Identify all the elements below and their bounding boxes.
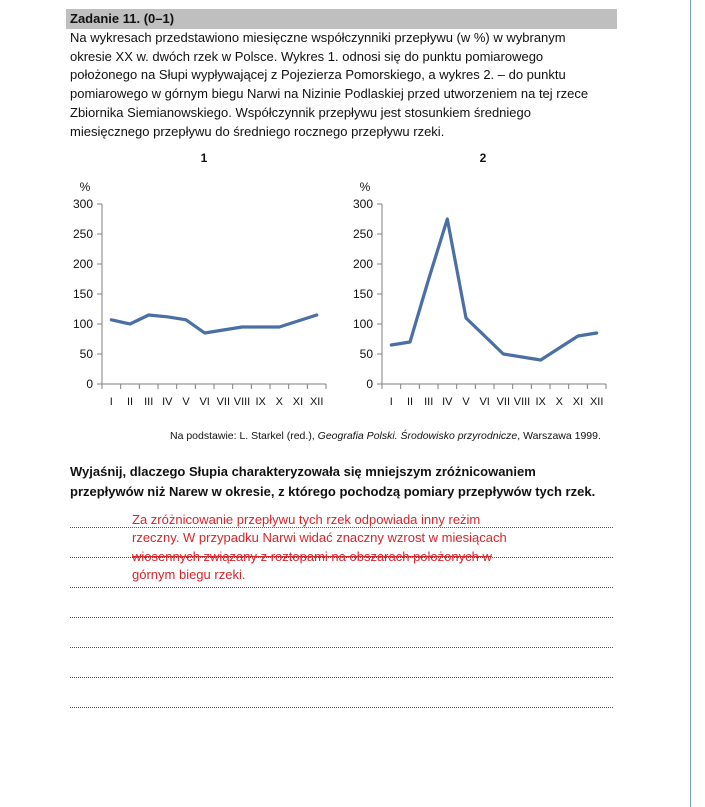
- question-line: Wyjaśnij, dlaczego Słupia charakteryzowała się mniejszym zróżnicowaniem: [70, 464, 536, 479]
- y-tick-label: 300: [352, 197, 373, 211]
- intro-line: miesięcznego przepływu do średniego rocznego przepływu rzeki.: [70, 123, 445, 139]
- y-tick-label: 200: [352, 257, 373, 271]
- x-tick-label: III: [424, 396, 434, 408]
- x-tick-label: X: [275, 396, 284, 408]
- x-tick-label: XII: [589, 396, 604, 408]
- y-tick-label: 0: [366, 377, 373, 391]
- question-line: przepływów niż Narew w okresie, z którego pochodzą pomiary przepływów tych rzek.: [70, 484, 596, 499]
- y-tick-label: 100: [352, 317, 373, 331]
- y-tick-label: 150: [352, 287, 373, 301]
- x-tick-label: IV: [162, 396, 173, 408]
- y-tick-label: 300: [72, 197, 93, 211]
- y-tick-label: 150: [72, 287, 93, 301]
- chart-2-title: 2: [479, 151, 487, 165]
- y-tick-label: 250: [72, 227, 93, 241]
- answer-dotted-line: [70, 677, 613, 678]
- y-tick-label: 0: [86, 377, 93, 391]
- chart-1-title: 1: [200, 151, 208, 165]
- x-tick-label: XII: [309, 396, 324, 408]
- x-tick-label: III: [144, 396, 154, 408]
- y-tick-label: 200: [72, 257, 93, 271]
- answer-line: rzeczny. W przypadku Narwi widać znaczny wzrost w miesiącach: [132, 530, 507, 546]
- x-tick-label: VIII: [233, 396, 251, 408]
- y-tick-label: 50: [79, 347, 93, 361]
- x-tick-label: V: [462, 396, 470, 408]
- source-title: Geografia Polski. Środowisko przyrodnicze: [317, 430, 518, 442]
- answer-line: wiosennych związany z roztopami na obszarach położonych w: [132, 548, 492, 564]
- x-tick-label: II: [406, 396, 414, 408]
- x-tick-label: VIII: [513, 396, 531, 408]
- y-tick-label: 250: [352, 227, 373, 241]
- x-tick-label: IV: [442, 396, 453, 408]
- source-suffix: , Warszawa 1999.: [517, 430, 601, 442]
- chart-1-series-line: [111, 315, 316, 333]
- x-tick-label: XI: [572, 396, 584, 408]
- source-prefix: Na podstawie: L. Starkel (red.),: [170, 430, 318, 442]
- intro-line: okresie XX w. dwóch rzek w Polsce. Wykres 1. odnosi się do punktu pomiarowego: [70, 48, 544, 64]
- x-tick-label: IX: [535, 396, 546, 408]
- x-tick-label: X: [555, 396, 564, 408]
- answer-dotted-line: [70, 707, 613, 708]
- intro-line: pomiarowego w górnym biegu Narwi na Nizinie Podlaskiej przed utworzeniem na tej rzece: [70, 86, 589, 102]
- answer-line: górnym biegu rzeki.: [132, 567, 246, 583]
- answer-dotted-line: [70, 647, 613, 648]
- handwritten-answer: [132, 511, 507, 585]
- x-tick-label: VII: [496, 396, 511, 408]
- x-tick-label: I: [109, 396, 113, 408]
- chart-1-ylabel: %: [79, 180, 91, 194]
- answer-line: Za zróżnicowanie przepływu tych rzek odpowiada inny reżim: [132, 512, 481, 527]
- answer-dotted-line: [70, 617, 613, 618]
- x-tick-label: VII: [216, 396, 231, 408]
- chart-2-series-line: [391, 219, 596, 360]
- x-tick-label: I: [389, 396, 393, 408]
- x-tick-label: VI: [199, 396, 210, 408]
- x-tick-label: IX: [255, 396, 266, 408]
- x-tick-label: XI: [292, 396, 304, 408]
- answer-dotted-line: [70, 587, 613, 588]
- intro-line: położonego na Słupi wypływającej z Pojezierza Pomorskiego, a wykres 2. – do punktu: [70, 67, 566, 83]
- chart-2-ylabel: %: [359, 180, 371, 194]
- y-tick-label: 100: [72, 317, 93, 331]
- x-tick-label: VI: [479, 396, 490, 408]
- intro-line: Na wykresach przedstawiono miesięczne współczynniki przepływu (w %) w wybranym: [70, 30, 566, 45]
- x-tick-label: II: [126, 396, 134, 408]
- x-tick-label: V: [182, 396, 190, 408]
- question: [70, 462, 595, 502]
- task-title: Zadanie 11. (0–1): [70, 11, 175, 26]
- y-tick-label: 50: [359, 347, 373, 361]
- source-citation: [170, 430, 601, 442]
- intro-line: Zbiornika Siemianowskiego. Współczynnik przepływu jest stosunkiem średniego: [70, 104, 531, 120]
